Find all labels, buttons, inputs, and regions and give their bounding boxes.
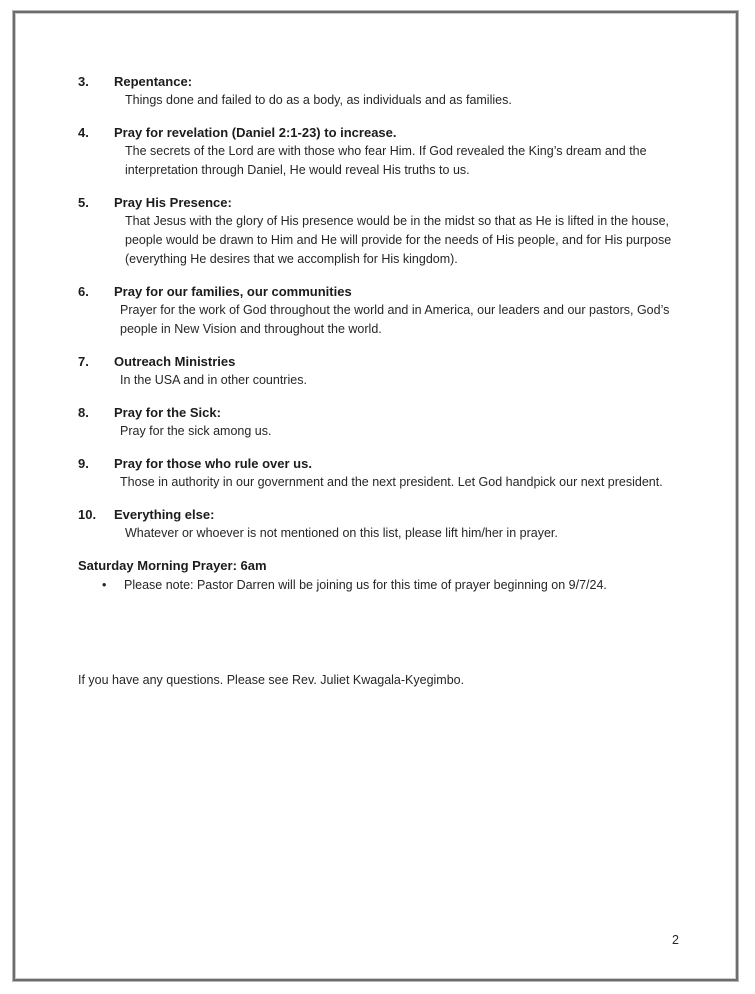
item-body: Whatever or whoever is not mentioned on this list, please lift him/her in prayer. — [125, 526, 558, 540]
list-item — [78, 455, 688, 492]
list-item — [78, 404, 688, 441]
item-number: 3. — [78, 74, 89, 89]
item-number: 4. — [78, 125, 89, 140]
page-number: 2 — [672, 933, 679, 947]
saturday-prayer-title: Saturday Morning Prayer: 6am — [78, 558, 267, 573]
item-body: Things done and failed to do as a body, as individuals and as families. — [125, 93, 512, 107]
item-body: Pray for the sick among us. — [120, 424, 272, 438]
item-body: Prayer for the work of God throughout the world and in America, our leaders and our pastors, God’s people in New Vision and throughout the world. — [120, 303, 670, 336]
item-title: Pray for our families, our communities — [114, 284, 352, 299]
item-body: The secrets of the Lord are with those who fear Him. If God revealed the King’s dream and the interpretation through Daniel, He would reveal His truths to us. — [125, 144, 647, 177]
item-title: Pray for the Sick: — [114, 405, 221, 420]
item-body: That Jesus with the glory of His presence would be in the midst so that as He is lifted in the house, people would be drawn to Him and He will provide for the needs of His people, and for His purpose (everything He desires that we accomplish for His kingdom). — [125, 214, 672, 266]
list-item — [78, 506, 688, 543]
list-item — [78, 353, 688, 390]
item-number: 10. — [78, 507, 97, 522]
list-item — [78, 194, 688, 269]
item-title: Repentance: — [114, 74, 193, 89]
item-number: 7. — [78, 354, 89, 369]
list-item — [78, 124, 688, 180]
item-number: 9. — [78, 456, 89, 471]
prayer-list — [78, 73, 688, 595]
item-title: Pray for those who rule over us. — [114, 456, 312, 471]
list-item — [78, 283, 688, 339]
item-title: Pray for revelation (Daniel 2:1-23) to increase. — [114, 125, 397, 140]
list-item — [78, 73, 688, 110]
item-title: Outreach Ministries — [114, 354, 236, 369]
item-number: 6. — [78, 284, 89, 299]
item-body: Those in authority in our government and the next president. Let God handpick our next president. — [120, 475, 663, 489]
item-number: 8. — [78, 405, 89, 420]
item-body: In the USA and in other countries. — [120, 373, 307, 387]
closing-note: If you have any questions. Please see Rev. Juliet Kwagala-Kyegimbo. — [78, 673, 465, 687]
item-title: Pray His Presence: — [114, 195, 232, 210]
item-number: 5. — [78, 195, 89, 210]
saturday-note — [78, 575, 688, 595]
bullet-icon: • — [102, 578, 107, 592]
saturday-note-text: Please note: Pastor Darren will be joining us for this time of prayer beginning on 9/7/24. — [124, 578, 607, 592]
item-title: Everything else: — [114, 507, 215, 522]
